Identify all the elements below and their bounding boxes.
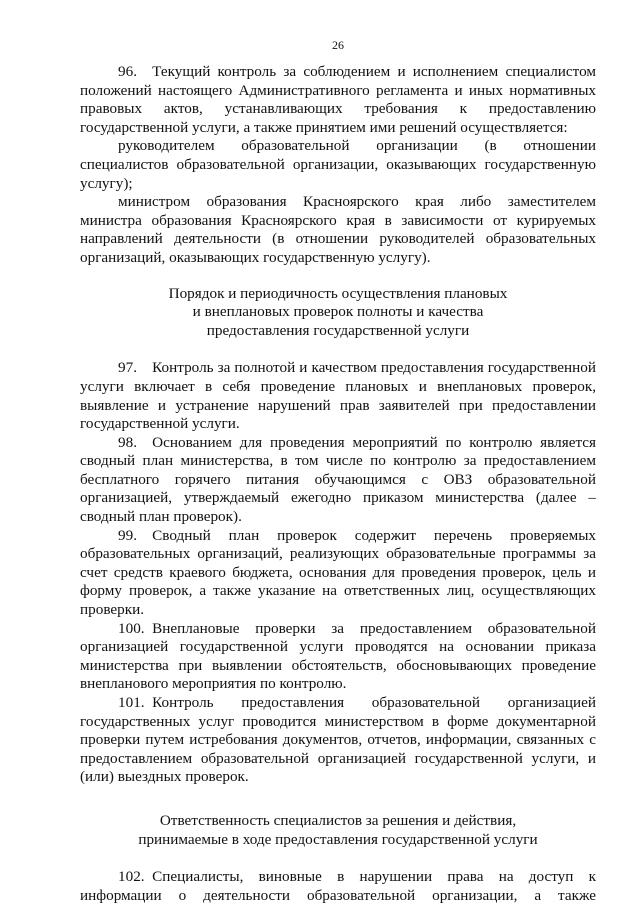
page-number: 26 [332, 38, 344, 52]
paragraph-96-item-1: руководителем образовательной организации (в отношении специалистов образовательной организации, оказывающих государственную услугу); [80, 137, 596, 192]
paragraph-98: 98. Основанием для проведения мероприятий по контролю является сводный план министерства, в том числе по контролю за предоставлением бесплатного горячего питания обучающимся с ОВЗ образовательной организацией, утверждаемый ежегодно приказом министерства (далее – сводный план проверок). [80, 433, 596, 526]
paragraph-97: 97. Контроль за полнотой и качеством предоставления государственной услуги включает в себя проведение плановых и внеплановых проверок, выявление и устранение нарушений прав заявителей при предоставлении государственной услуги. [80, 359, 596, 433]
paragraph-102: 102. Специалисты, виновные в нарушении права на доступ к информации о деятельности образовательной организации, а также [80, 868, 596, 904]
paragraph-96: 96. Текущий контроль за соблюдением и исполнением специалистом положений настоящего Административного регламента и иных нормативных правовых актов, устанавливающих требования к предоставлению государственной услуги, а также принятием ими решений осуществляется: [80, 63, 596, 136]
heading-line: принимаемые в ходе предоставления государственной услуги [138, 830, 538, 848]
document-body [80, 63, 596, 905]
heading-line: и внеплановых проверок полноты и качества [192, 303, 484, 321]
section-heading-inspections [80, 285, 596, 341]
heading-line: Ответственность специалистов за решения и действия, [159, 811, 517, 829]
section-heading-responsibility [80, 812, 596, 849]
paragraph-96-item-2: министром образования Красноярского края либо заместителем министра образования Красноярского края в зависимости от курируемых направлений деятельности (в отношении руководителей образовательных организаций, оказывающих государственную услугу). [80, 193, 596, 266]
paragraph-99: 99. Сводный план проверок содержит перечень проверяемых образовательных организаций, реализующих образовательные программы за счет средств краевого бюджета, основания для проведения проверок, цель и форму проверок, а также указание на ответственных лиц, осуществляющих проверки. [80, 526, 596, 619]
paragraph-101: 101. Контроль предоставления образовательной организацией государственных услуг проводится министерством в форме документарной проверки путем истребования документов, отчетов, информации, связанных с предоставлением образовательной организацией государственной услуги, и (или) выездных проверок. [80, 694, 596, 786]
paragraph-100: 100. Внеплановые проверки за предоставлением образовательной организацией государственной услуги проводятся на основании приказа министерства при выявлении обстоятельств, обосновывающих проведение внепланового мероприятия по контролю. [80, 619, 596, 693]
document-page [80, 0, 596, 905]
heading-line: предоставления государственной услуги [206, 321, 470, 339]
heading-line: Порядок и периодичность осуществления плановых [168, 284, 508, 302]
